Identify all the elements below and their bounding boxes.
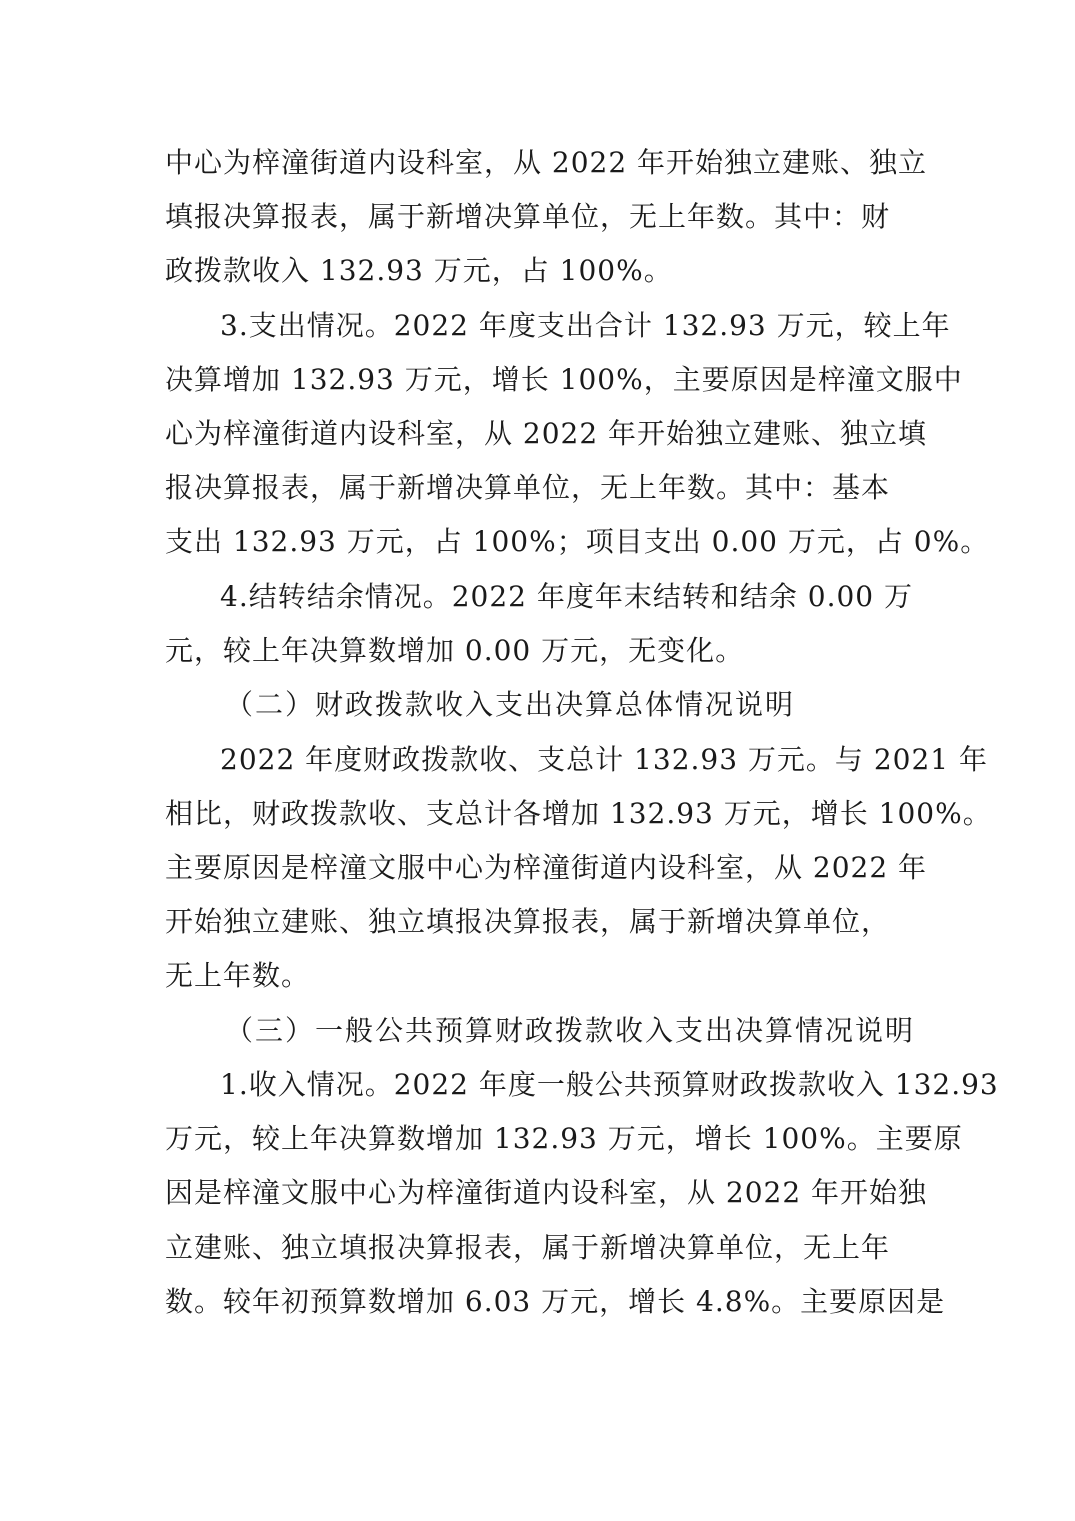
text-line: 1.收入情况。2022 年度一般公共预算财政拨款收入 132.93 xyxy=(220,1068,999,1101)
text-line: 无上年数。 xyxy=(165,959,311,992)
text-line: 数。较年初预算数增加 6.03 万元，增长 4.8%。主要原因是 xyxy=(165,1285,946,1318)
text-line: 报决算报表，属于新增决算单位，无上年数。其中：基本 xyxy=(165,471,891,504)
text-line: 政拨款收入 132.93 万元，占 100%。 xyxy=(165,254,673,287)
text-line: 主要原因是梓潼文服中心为梓潼街道内设科室，从 2022 年 xyxy=(165,851,928,884)
text-line: 4.结转结余情况。2022 年度年末结转和结余 0.00 万 xyxy=(220,580,914,613)
text-line: 相比，财政拨款收、支总计各增加 132.93 万元，增长 100%。 xyxy=(165,797,992,830)
text-line: 2022 年度财政拨款收、支总计 132.93 万元。与 2021 年 xyxy=(220,743,988,776)
text-line: 支出 132.93 万元，占 100%；项目支出 0.00 万元，占 0%。 xyxy=(165,525,990,558)
text-line: 万元，较上年决算数增加 132.93 万元，增长 100%。主要原 xyxy=(165,1122,963,1155)
text-line: 心为梓潼街道内设科室，从 2022 年开始独立建账、独立填 xyxy=(165,417,928,450)
text-line: 填报决算报表，属于新增决算单位，无上年数。其中：财 xyxy=(165,200,891,233)
text-line: 决算增加 132.93 万元，增长 100%，主要原因是梓潼文服中 xyxy=(165,363,963,396)
text-line: 3.支出情况。2022 年度支出合计 132.93 万元，较上年 xyxy=(220,309,951,342)
text-line: 开始独立建账、独立填报决算报表，属于新增决算单位， xyxy=(165,905,891,938)
text-line: 因是梓潼文服中心为梓潼街道内设科室，从 2022 年开始独 xyxy=(165,1176,928,1209)
text-line: 立建账、独立填报决算报表，属于新增决算单位，无上年 xyxy=(165,1231,891,1264)
text-line: 元，较上年决算数增加 0.00 万元，无变化。 xyxy=(165,634,745,667)
text-line: 中心为梓潼街道内设科室，从 2022 年开始独立建账、独立 xyxy=(165,146,928,179)
section-heading: （三）一般公共预算财政拨款收入支出决算情况说明 xyxy=(225,1014,916,1047)
section-heading: （二）财政拨款收入支出决算总体情况说明 xyxy=(225,688,796,721)
